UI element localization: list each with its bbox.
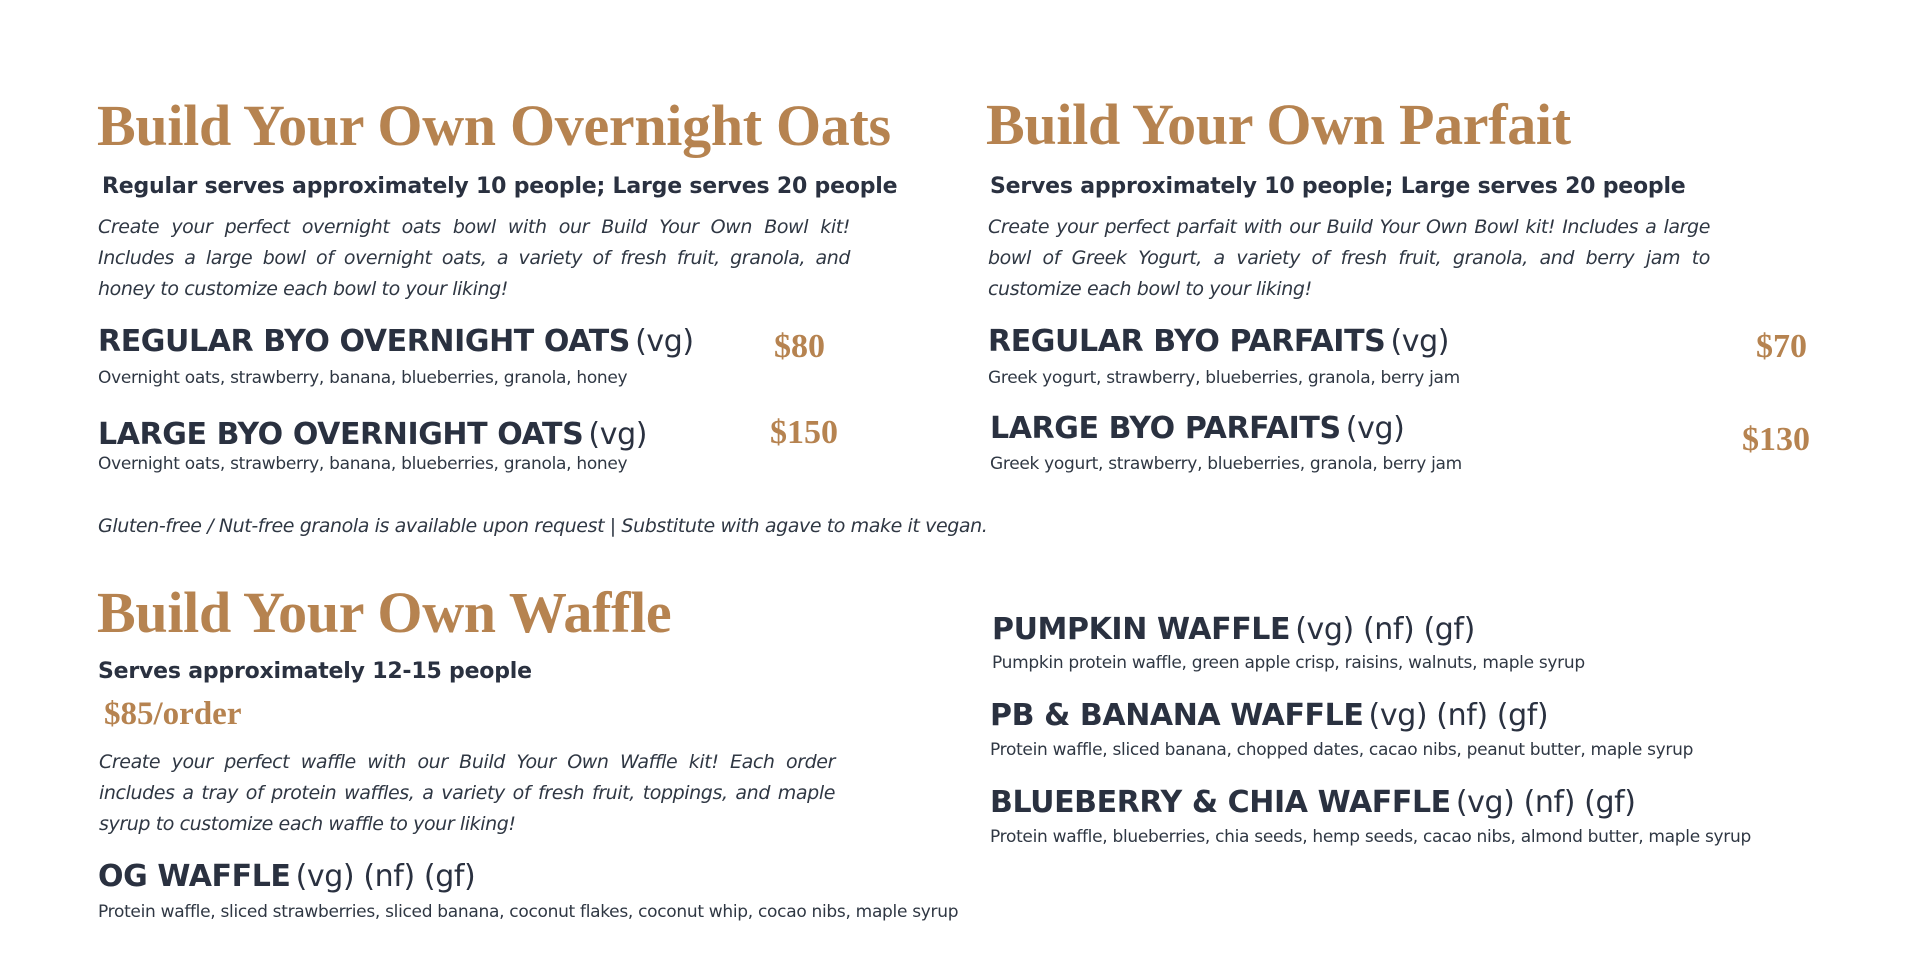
waffle-order-price: $85/order (104, 696, 242, 732)
waffle-intro-text: Create your perfect waffle with our Build Your Own Waffle kit! Each order includes a tray of protein waffles, a variety of fresh fruit, toppings, and maple syrup to customize each waffle to your liking! (99, 751, 835, 835)
parfait-section-title: Build Your Own Parfait (986, 92, 1571, 157)
menu-item-regular-parfaits (988, 324, 1450, 359)
price-regular-oats: $80 (774, 328, 825, 365)
menu-item-description: Greek yogurt, strawberry, blueberries, granola, berry jam (988, 368, 1460, 388)
diet-tags: (vg) (nf) (gf) (1295, 612, 1475, 647)
diet-tags: (vg) (635, 324, 694, 359)
menu-item-name: PUMPKIN WAFFLE (992, 612, 1291, 647)
oats-section-title: Build Your Own Overnight Oats (97, 93, 891, 158)
menu-item-pumpkin-waffle (992, 612, 1475, 647)
menu-item-og-waffle (98, 859, 476, 894)
menu-item-name: PB & BANANA WAFFLE (990, 698, 1364, 733)
oats-intro-text: Create your perfect overnight oats bowl with our Build Your Own Bowl kit! Includes a large bowl of overnight oats, a variety of fresh fruit, granola, and honey to customize each bowl to your liking! (98, 216, 850, 300)
price-regular-parfaits: $70 (1756, 328, 1807, 365)
menu-item-name: REGULAR BYO OVERNIGHT OATS (98, 324, 630, 359)
menu-item-blueberry-chia-waffle (990, 785, 1636, 820)
menu-item-description: Protein waffle, sliced strawberries, sliced banana, coconut flakes, coconut whip, cocao nibs, maple syrup (98, 902, 959, 922)
diet-tags: (vg) (nf) (gf) (1368, 698, 1549, 733)
oats-serves-note: Regular serves approximately 10 people; Large serves 20 people (102, 174, 898, 199)
diet-tags: (vg) (588, 417, 648, 452)
menu-item-name: LARGE BYO OVERNIGHT OATS (98, 417, 584, 452)
menu-item-name: REGULAR BYO PARFAITS (988, 324, 1386, 359)
diet-tags: (vg) (nf) (gf) (295, 859, 476, 894)
parfait-serves-note: Serves approximately 10 people; Large serves 20 people (990, 174, 1686, 199)
menu-item-large-oats (98, 417, 648, 452)
menu-item-description: Greek yogurt, strawberry, blueberries, granola, berry jam (990, 454, 1462, 474)
waffle-section-title: Build Your Own Waffle (97, 580, 672, 645)
waffle-serves-note: Serves approximately 12-15 people (98, 659, 532, 684)
menu-item-description: Overnight oats, strawberry, banana, blueberries, granola, honey (98, 454, 628, 474)
diet-tags: (vg) (1390, 324, 1450, 359)
menu-item-name: OG WAFFLE (98, 859, 291, 894)
diet-tags: (vg) (nf) (gf) (1455, 785, 1636, 820)
menu-item-description: Protein waffle, sliced banana, chopped dates, cacao nibs, peanut butter, maple syrup (990, 740, 1694, 760)
price-large-oats: $150 (770, 414, 838, 451)
price-large-parfaits: $130 (1742, 421, 1810, 458)
oats-substitution-note: Gluten-free / Nut-free granola is available upon request | Substitute with agave to make it vegan. (98, 515, 988, 537)
menu-item-description: Overnight oats, strawberry, banana, blueberries, granola, honey (98, 368, 628, 388)
menu-item-pb-banana-waffle (990, 698, 1549, 733)
menu-item-description: Pumpkin protein waffle, green apple crisp, raisins, walnuts, maple syrup (992, 653, 1585, 673)
menu-item-description: Protein waffle, blueberries, chia seeds, hemp seeds, cacao nibs, almond butter, maple syrup (990, 827, 1751, 847)
menu-item-large-parfaits (990, 411, 1405, 446)
menu-item-regular-oats (98, 324, 694, 359)
parfait-intro-text: Create your perfect parfait with our Build Your Own Bowl kit! Includes a large bowl of Greek Yogurt, a variety of fresh fruit, granola, and berry jam to customize each bowl to your liking! (988, 216, 1710, 300)
menu-item-name: BLUEBERRY & CHIA WAFFLE (990, 785, 1451, 820)
menu-item-name: LARGE BYO PARFAITS (990, 411, 1341, 446)
diet-tags: (vg) (1345, 411, 1405, 446)
